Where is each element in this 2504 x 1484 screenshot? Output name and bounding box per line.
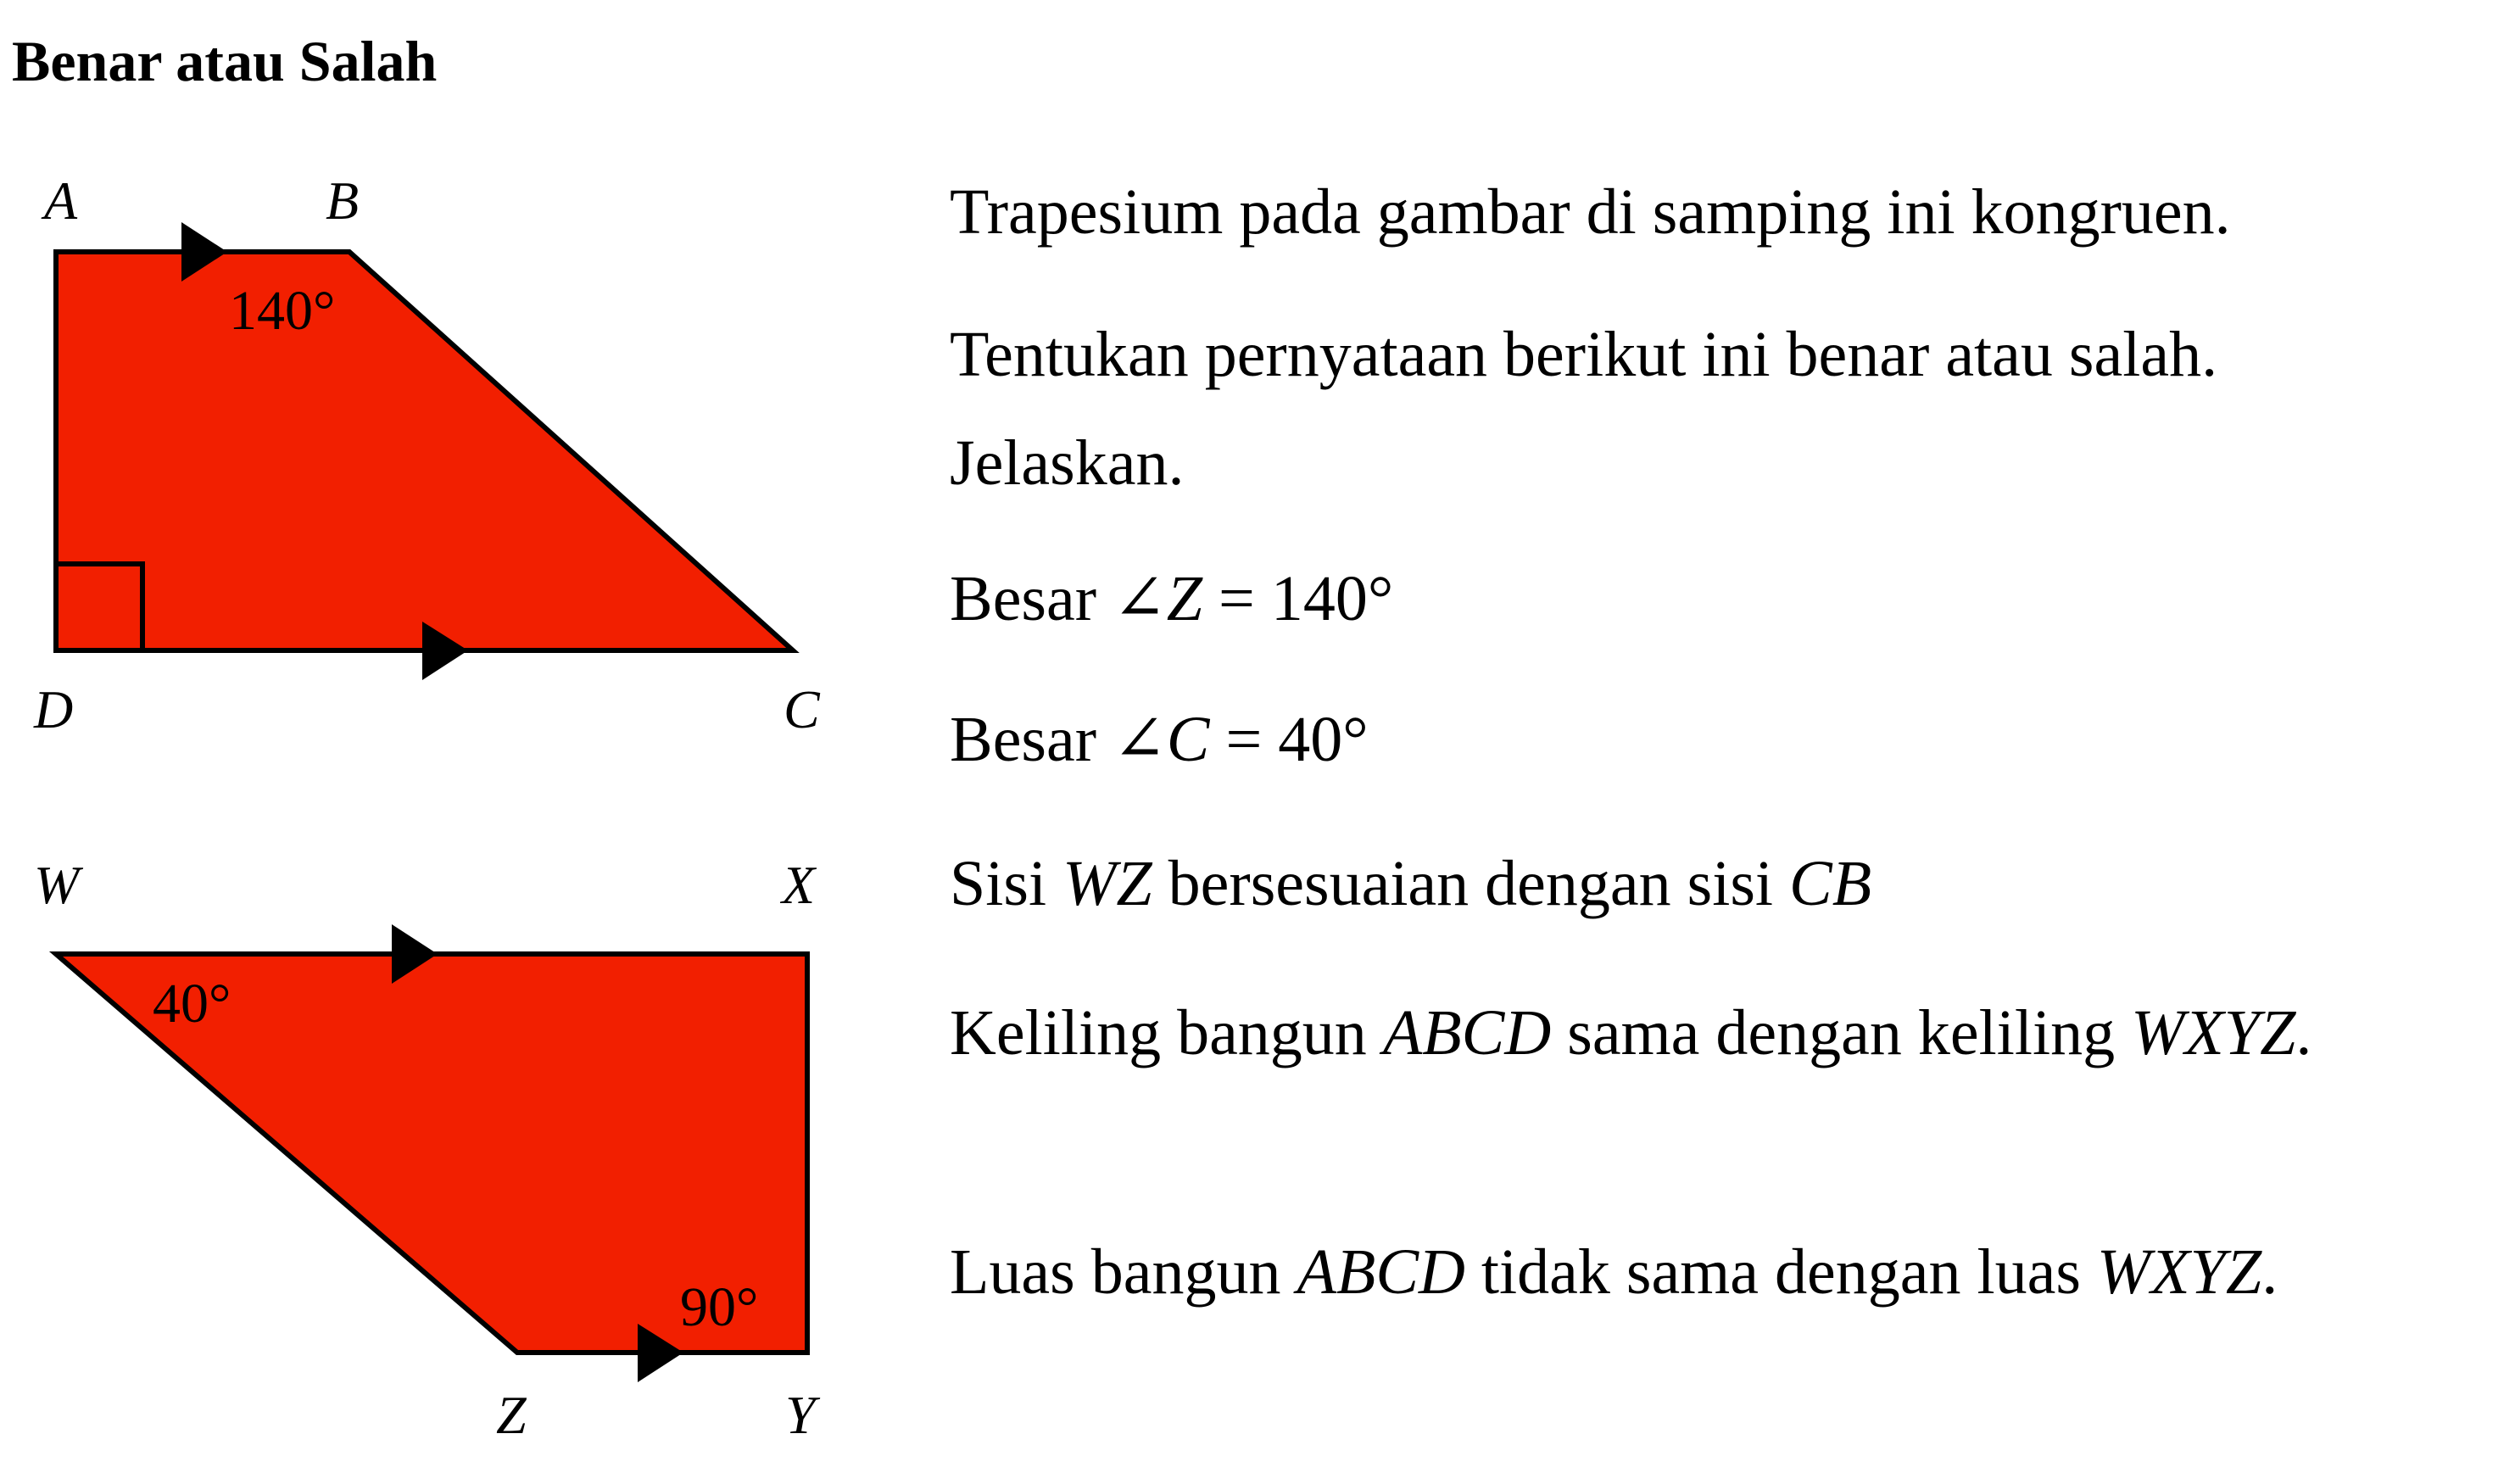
statement-2: Besar ∠C = 40° (950, 704, 1369, 775)
intro-text: Trapesium pada gambar di samping ini kongruen. (950, 176, 2231, 248)
statement-3: Sisi WZ bersesuaian dengan sisi CB (950, 848, 1872, 919)
statement-5: Luas bangun ABCD tidak sama dengan luas WXYZ. (950, 1236, 2278, 1308)
vertex-label-d: D (34, 679, 74, 739)
vertex-label-c: C (784, 679, 820, 739)
vertex-label-b: B (326, 170, 360, 231)
instruction-line-1: Tentukan pernyataan berikut ini benar atau salah. (950, 319, 2218, 390)
angle-label-b: 140° (229, 280, 336, 342)
vertex-label-z: Z (496, 1385, 527, 1445)
page-title: Benar atau Salah (12, 29, 438, 93)
angle-label-y: 90° (680, 1276, 759, 1338)
instruction-line-2: Jelaskan. (950, 427, 1185, 499)
vertex-label-a: A (44, 170, 78, 231)
statement-1: Besar ∠Z = 140° (950, 563, 1394, 634)
vertex-label-x: X (782, 855, 816, 915)
statement-4: Keliling bangun ABCD sama dengan keliling WXYZ. (950, 997, 2312, 1068)
angle-label-w: 40° (153, 973, 231, 1035)
trapezoid-abcd (56, 252, 793, 650)
trapezoid-figure (0, 0, 933, 1484)
vertex-label-y: Y (785, 1385, 816, 1445)
vertex-label-w: W (34, 855, 80, 915)
